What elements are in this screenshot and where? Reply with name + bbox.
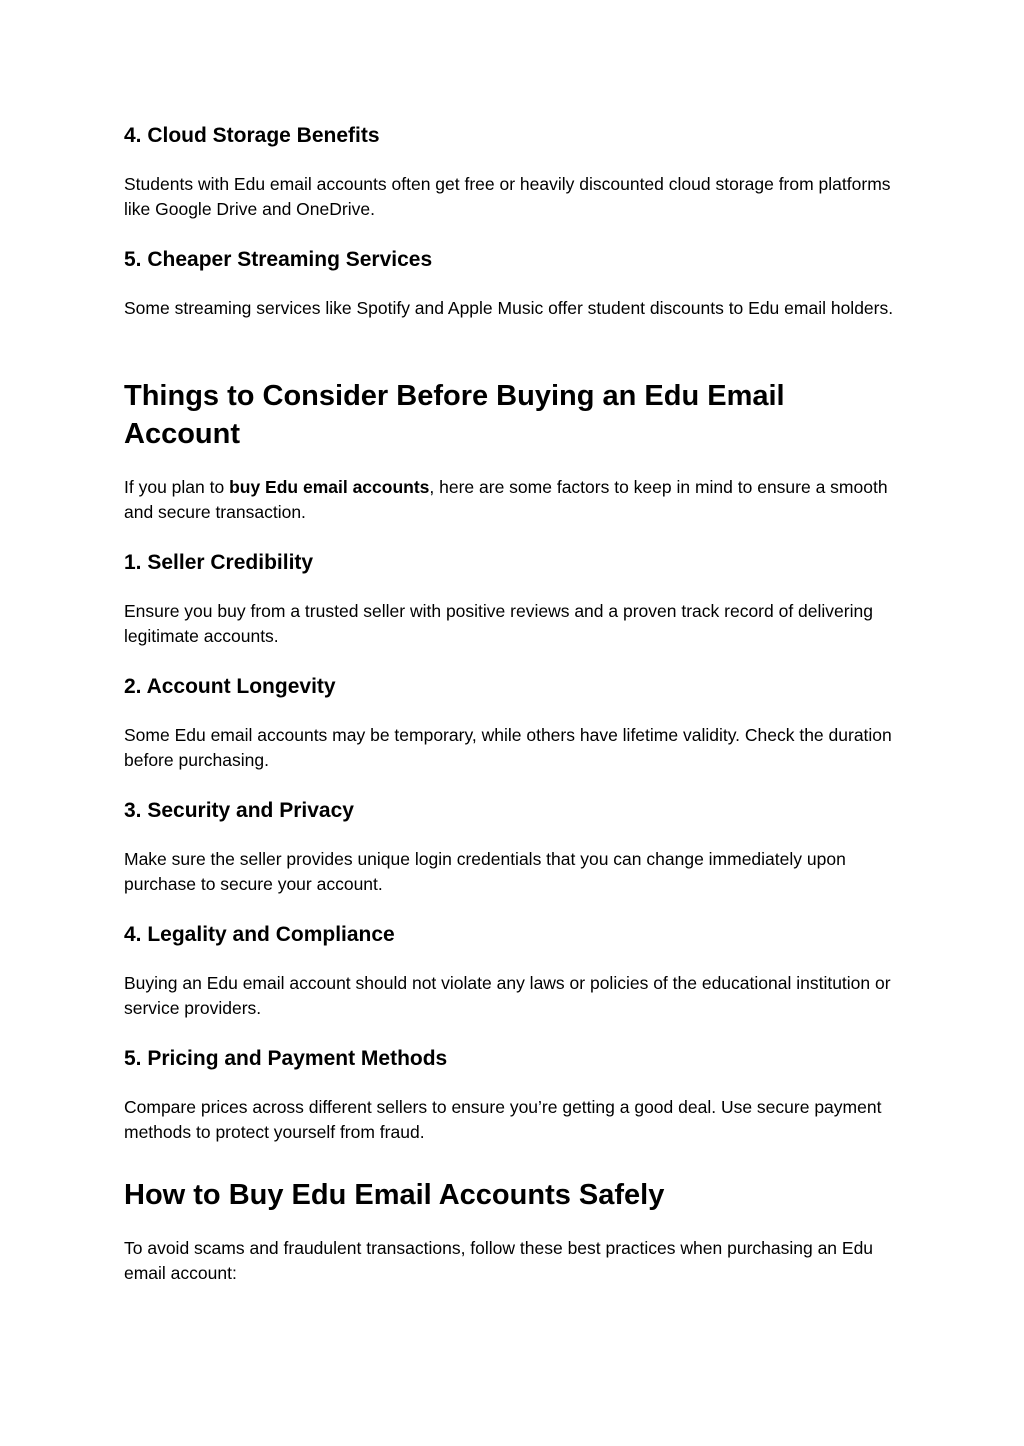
intro-bold-keyword: buy Edu email accounts (229, 477, 430, 497)
heading-seller-credibility: 1. Seller Credibility (124, 551, 314, 574)
paragraph-streaming: Some streaming services like Spotify and Apple Music offer student discounts to Edu email holders. (124, 298, 894, 318)
paragraph-security-privacy: Make sure the seller provides unique login credentials that you can change immediately upon purchase to secure your account. (124, 849, 846, 894)
heading-how-to-buy-safely: How to Buy Edu Email Accounts Safely (124, 1179, 665, 1211)
paragraph-pricing-payment: Compare prices across different sellers to ensure you’re getting a good deal. Use secure payment methods to protect yourself from fraud. (124, 1097, 882, 1142)
paragraph-how-to-buy-intro: To avoid scams and fraudulent transactions, follow these best practices when purchasing an Edu email account: (124, 1238, 874, 1283)
paragraph-consider-intro (124, 475, 904, 525)
paragraph-legality-compliance: Buying an Edu email account should not violate any laws or policies of the educational institution or service providers. (124, 973, 891, 1018)
paragraph-account-longevity: Some Edu email accounts may be temporary, while others have lifetime validity. Check the duration before purchasing. (124, 725, 892, 770)
heading-things-to-consider: Things to Consider Before Buying an Edu Email Account (124, 380, 785, 450)
intro-text-before: If you plan to (124, 477, 230, 497)
heading-pricing-payment: 5. Pricing and Payment Methods (124, 1047, 448, 1070)
heading-legality-compliance: 4. Legality and Compliance (124, 923, 395, 946)
paragraph-cloud-storage: Students with Edu email accounts often get free or heavily discounted cloud storage from platforms like Google Drive and OneDrive. (124, 174, 891, 219)
paragraph-seller-credibility: Ensure you buy from a trusted seller with positive reviews and a proven track record of delivering legitimate accounts. (124, 601, 873, 646)
heading-security-privacy: 3. Security and Privacy (124, 799, 354, 822)
heading-account-longevity: 2. Account Longevity (124, 675, 336, 698)
heading-cloud-storage: 4. Cloud Storage Benefits (124, 124, 380, 147)
heading-streaming: 5. Cheaper Streaming Services (124, 248, 433, 271)
intro-text-after: , here are some factors to keep in mind to ensure a smooth and secure transaction. (124, 477, 888, 522)
